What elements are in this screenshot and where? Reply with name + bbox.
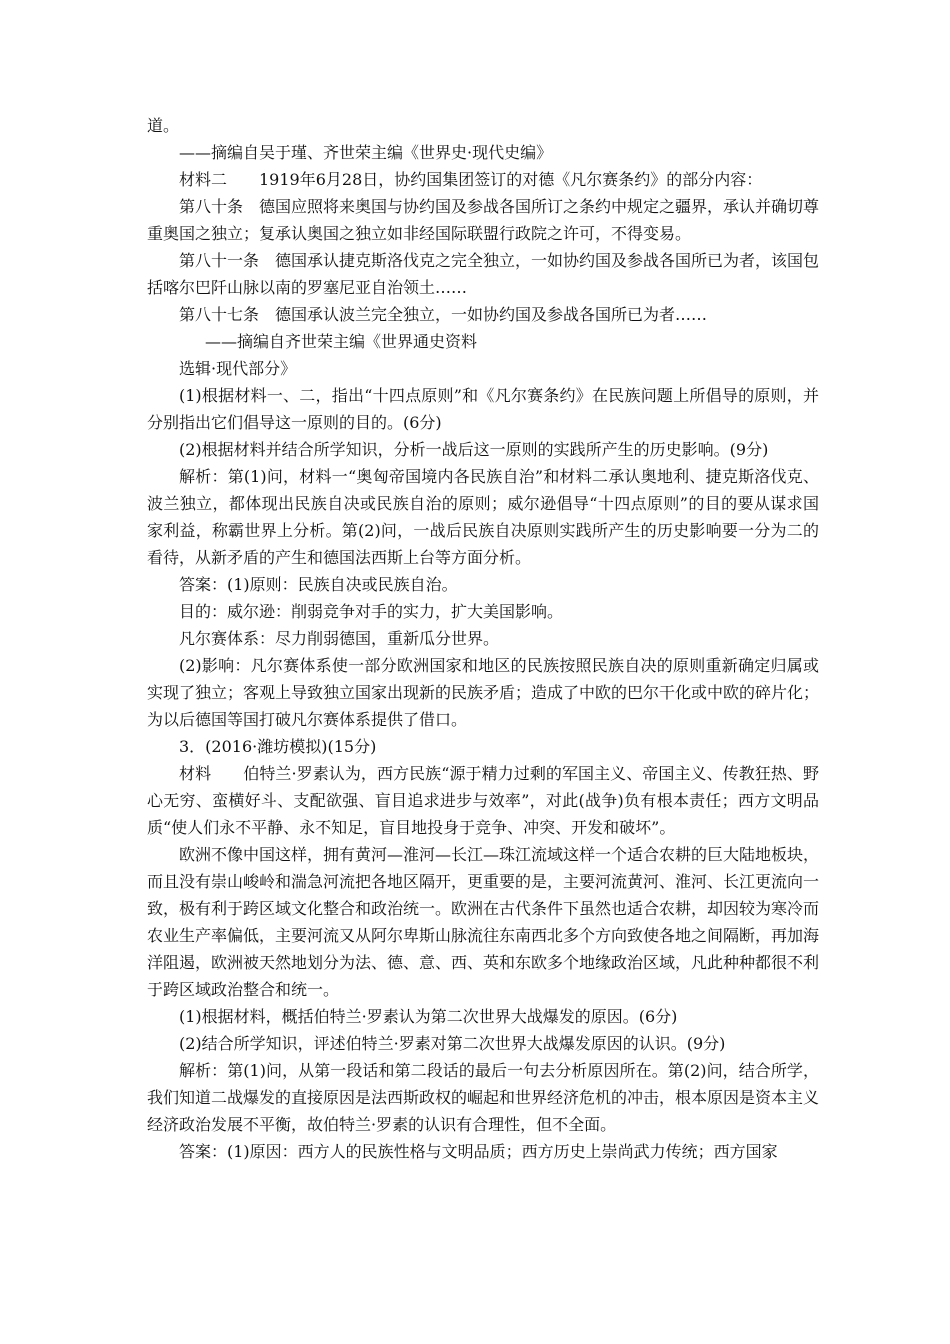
treaty-article-81: 第八十一条 德国承认捷克斯洛伐克之完全独立，一如协约国及参战各国所已为者，该国包括喀尔巴阡山脉以南的罗塞尼亚自治领土……	[147, 251, 820, 297]
source-citation-cont: 选辑·现代部分》	[179, 359, 297, 378]
material-heading: 材料二 1919年6月28日，协约国集团签订的对德《凡尔赛条约》的部分内容：	[179, 170, 763, 189]
source-citation: ——摘编自齐世荣主编《世界通史资料	[205, 332, 478, 351]
analysis: 解析：第(1)问，材料一“奥匈帝国境内各民族自治”和材料二承认奥地利、捷克斯洛伐克、波兰独立，都体现出民族自决或民族自治的原则；威尔逊倡导“十四点原则”的目的要从谋求国家利益，称霸世界上分析。第(2)问，一战后民族自决原则实践所产生的历史影响要一分为二的看待，从新矛盾的产生和德国法西斯上台等方面分析。	[147, 467, 819, 567]
treaty-article-80: 第八十条 德国应照将来奥国与协约国及参战各国所订之条约中规定之疆界，承认并确切尊重奥国之独立；复承认奥国之独立如非经国际联盟行政院之许可，不得变易。	[147, 197, 820, 243]
answer-item: 凡尔赛体系：尽力削弱德国，重新瓜分世界。	[179, 629, 500, 648]
answer: 答案：(1)原因：西方人的民族性格与文明品质；西方历史上崇尚武力传统；西方国家	[179, 1142, 778, 1161]
answer-impact: (2)影响：凡尔赛体系使一部分欧洲国家和地区的民族按照民族自决的原则重新确定归属或实现了独立；客观上导致独立国家出现新的民族矛盾；造成了中欧的巴尔干化或中欧的碎片化；为以后德国等国打破凡尔赛体系提供了借口。	[147, 656, 820, 729]
question-2: (2)根据材料并结合所学知识，分析一战后这一原则的实践所产生的历史影响。(9分)	[179, 440, 769, 459]
material-paragraph: 材料 伯特兰·罗素认为，西方民族“源于精力过剩的军国主义、帝国主义、传教狂热、野心无穷、蛮横好斗、支配欲强、盲目追求进步与效率”，对此(战争)负有根本责任；西方文明品质“使人们永不平静、永不知足，盲目地投身于竞争、冲突、开发和破坏”。	[147, 764, 819, 837]
question-1: (1)根据材料一、二，指出“十四点原则”和《凡尔赛条约》在民族问题上所倡导的原则，并分别指出它们倡导这一原则的目的。(6分)	[147, 386, 819, 432]
analysis: 解析：第(1)问，从第一段话和第二段话的最后一句去分析原因所在。第(2)问，结合所学，我们知道二战爆发的直接原因是法西斯政权的崛起和世界经济危机的冲击，根本原因是资本主义经济政治发展不平衡，故伯特兰·罗素的认识有合理性，但不全面。	[147, 1061, 820, 1134]
question-2: (2)结合所学知识，评述伯特兰·罗素对第二次世界大战爆发原因的认识。(9分)	[179, 1034, 726, 1053]
treaty-article-87: 第八十七条 德国承认波兰完全独立，一如协约国及参战各国所已为者……	[179, 305, 708, 324]
answer: 答案：(1)原则：民族自决或民族自治。	[179, 575, 458, 594]
source-citation: ——摘编自吴于瑾、齐世荣主编《世界史·现代史编》	[179, 143, 553, 162]
text-line: 道。	[147, 116, 180, 135]
question-number: 3．(2016·潍坊模拟)(15分)	[179, 737, 377, 756]
document-body	[147, 112, 819, 1165]
question-1: (1)根据材料，概括伯特兰·罗素认为第二次世界大战爆发的原因。(6分)	[179, 1007, 678, 1026]
answer-item: 目的：威尔逊：削弱竞争对手的实力，扩大美国影响。	[179, 602, 564, 621]
material-paragraph: 欧洲不像中国这样，拥有黄河—淮河—长江—珠江流域这样一个适合农耕的巨大陆地板块，而且没有崇山峻岭和湍急河流把各地区隔开，更重要的是，主要河流黄河、淮河、长江更流向一致，极有利于跨区域文化整合和政治统一。欧洲在古代条件下虽然也适合农耕，却因较为寒冷而农业生产率偏低，主要河流又从阿尔卑斯山脉流往东南西北多个方向致使各地之间隔断，再加海洋阻遏，欧洲被天然地划分为法、德、意、西、英和东欧多个地缘政治区域，凡此种种都很不利于跨区域政治整合和统一。	[147, 845, 820, 999]
